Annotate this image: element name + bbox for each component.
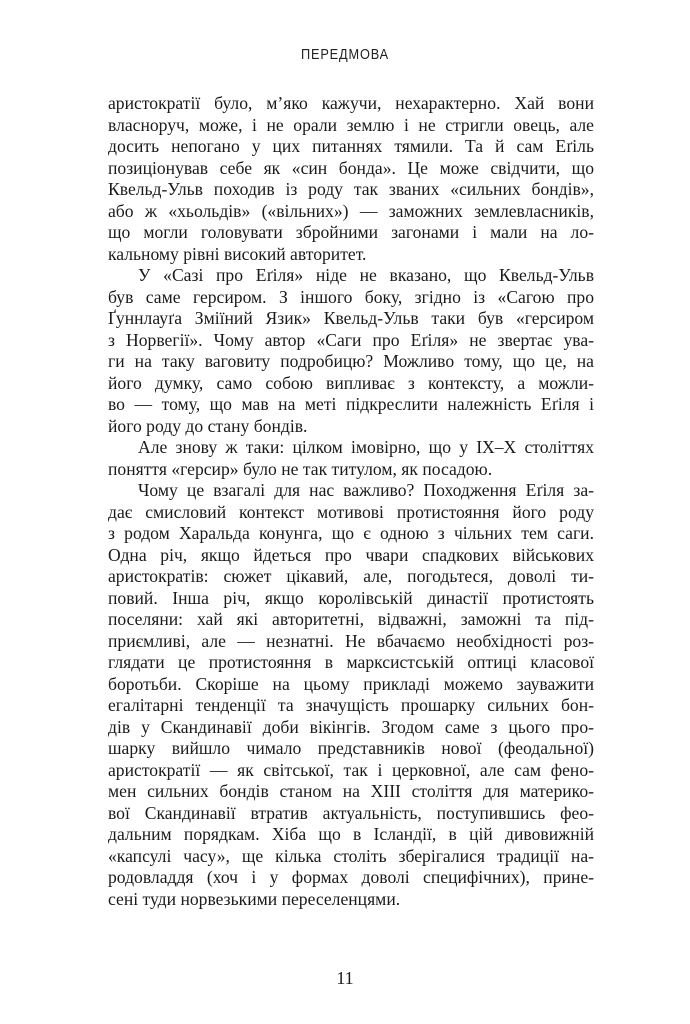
text-line: приємливі, але — незнатні. Не вбачаємо необхідності роз- bbox=[108, 630, 594, 651]
text-line: дів у Скандинавії доби вікінгів. Згодом саме з цього про- bbox=[108, 716, 594, 737]
text-line: аристократів: сюжет цікавий, але, погодьтеся, доволі ти- bbox=[108, 566, 594, 586]
text-line: сені туди норвезькими переселенцями. bbox=[108, 888, 401, 909]
text-line: боротьби. Скоріше на цьому прикладі можемо зауважити bbox=[108, 673, 594, 694]
text-line: аристократії було, м’яко кажучи, нехарактерно. Хай вони bbox=[108, 93, 594, 113]
text-line: мен сильних бондів станом на XIII століття для материко- bbox=[108, 781, 594, 801]
text-line: Ґуннлауґа Зміїний Язик» Квельд-Ульв таки був «герсиром bbox=[108, 308, 594, 328]
text-line: егалітарні тенденції та значущість прошарку сильних бон- bbox=[108, 695, 594, 715]
running-header: ПЕРЕДМОВА bbox=[300, 46, 390, 63]
text-line: досить непогано у цих питаннях тямили. Та й сам Еґіль bbox=[108, 136, 594, 156]
text-line: дальним порядкам. Хіба що в Ісландії, в цій дивовижній bbox=[108, 824, 594, 844]
text-line: во — тому, що мав на меті підкреслити належність Еґіля і bbox=[108, 394, 594, 414]
text-line: родовладдя (хоч і у формах доволі специфічних), прине- bbox=[108, 867, 594, 887]
text-line: ги на таку ваговиту подробицю? Можливо тому, що це, на bbox=[108, 351, 594, 371]
text-line: аристократії — як світської, так і церковної, але сам фено- bbox=[108, 759, 594, 780]
text-line: що могли головувати збройними загонами і мали на ло- bbox=[108, 222, 594, 242]
text-line: Але знову ж таки: цілком імовірно, що у IX–X століттях bbox=[138, 437, 594, 457]
text-line: або ж «хьольдів» («вільних») — заможних землевласників, bbox=[108, 200, 594, 221]
text-line: був саме герсиром. З іншого боку, згідно із «Сагою про bbox=[108, 286, 594, 307]
text-line: Одна річ, якщо йдеться про чвари спадкових військових bbox=[108, 544, 594, 565]
text-line: кальному рівні високий авторитет. bbox=[108, 243, 367, 264]
text-line: У «Сазі про Еґіля» ніде не вказано, що Квельд-Ульв bbox=[138, 265, 594, 285]
body-text bbox=[108, 93, 594, 910]
text-line: з родом Харальда конунга, що є одною з чільних тем саги. bbox=[108, 523, 594, 543]
text-line: Чому це взагалі для нас важливо? Походження Еґіля за- bbox=[138, 480, 594, 500]
text-line: його думку, само собою випливає з контексту, а можли- bbox=[108, 372, 594, 393]
text-line: шарку вийшло чимало представників нової (феодальної) bbox=[108, 738, 594, 758]
text-line: позиціонував себе як «син бонда». Це може свідчити, що bbox=[108, 157, 594, 178]
page-number: 11 bbox=[336, 968, 354, 988]
text-line: його роду до стану бондів. bbox=[108, 415, 308, 436]
text-line: Квельд-Ульв походив із роду так званих «сильних бондів», bbox=[108, 179, 594, 199]
text-line: вої Скандинавії втратив актуальність, поступившись фео- bbox=[108, 802, 594, 823]
text-line: глядати це протистояння в марксистській оптиці класової bbox=[108, 652, 594, 672]
text-line: «капсулі часу», ще кілька століть зберігалися традиції на- bbox=[108, 845, 594, 866]
text-line: дає смисловий контекст мотивові протистояння його роду bbox=[108, 501, 594, 522]
text-line: повий. Інша річ, якщо королівській династії протистоять bbox=[108, 587, 594, 608]
text-line: поселяни: хай які авторитетні, відважні, заможні та під- bbox=[108, 609, 594, 629]
text-line: з Норвегії». Чому автор «Саги про Еґіля» не звертає ува- bbox=[108, 329, 594, 350]
text-line: власноруч, може, і не орали землю і не стригли овець, але bbox=[108, 114, 594, 135]
text-line: поняття «герсир» було не так титулом, як посадою. bbox=[108, 458, 493, 479]
